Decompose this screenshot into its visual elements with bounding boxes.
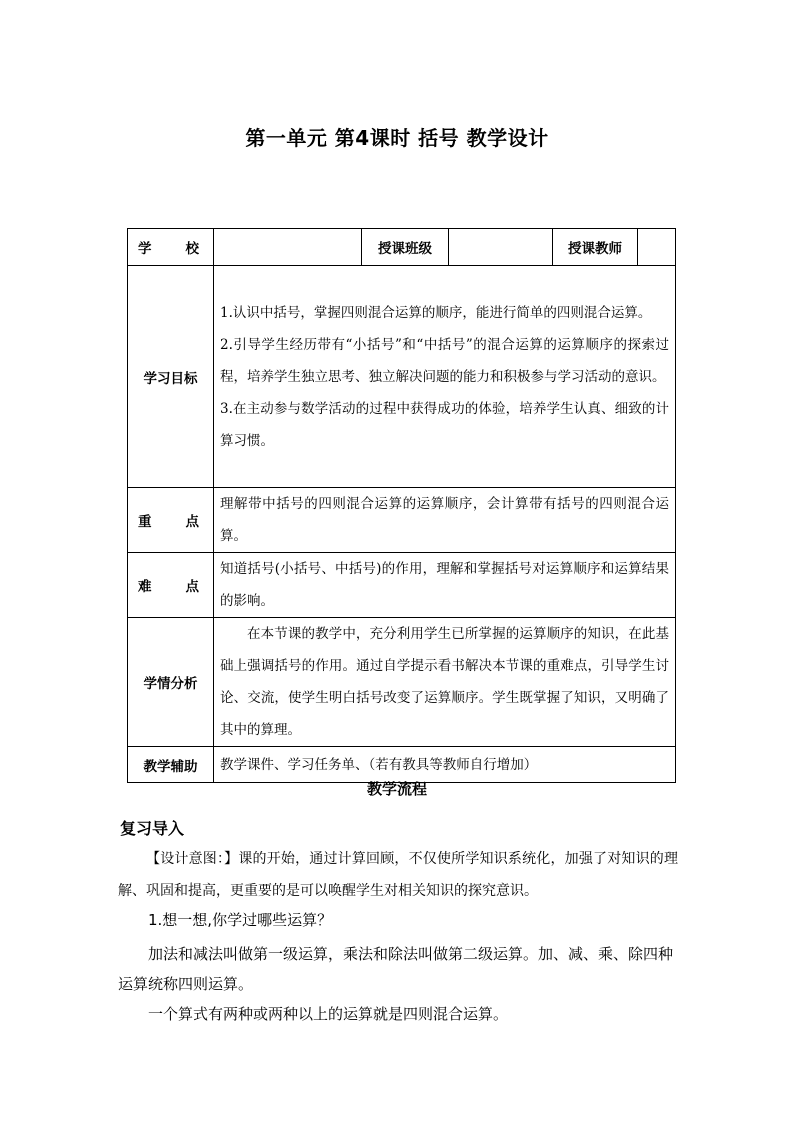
section-heading-review: 复习导入 — [120, 819, 185, 838]
key-points-row — [128, 488, 676, 553]
lesson-info-table — [127, 228, 676, 783]
analysis-content: 在本节课的教学中，充分利用学生已所掌握的运算顺序的知识，在此基础上强调括号的作用。通过自学提示看书解决本节课的重难点，引导学生讨论、交流，使学生明白括号改变了运算顺序。学生既掌握了知识，又明确了其中的算理。 — [214, 618, 676, 747]
key-points-content: 理解带中括号的四则混合运算的运算顺序，会计算带有括号的四则混合运算。 — [214, 488, 676, 553]
difficulties-row — [128, 553, 676, 618]
analysis-label: 学情分析 — [128, 618, 214, 747]
objectives-label: 学习目标 — [128, 266, 214, 488]
aids-content: 教学课件、学习任务单、（若有教具等教师自行增加） — [214, 747, 676, 783]
school-label: 学 校 — [128, 229, 214, 266]
objectives-content — [214, 266, 676, 488]
mixed-operations-paragraph: 一个算式有两种或两种以上的运算就是四则混合运算。 — [148, 1005, 509, 1023]
teaching-flow-title: 教学流程 — [366, 780, 427, 798]
school-row — [128, 229, 676, 266]
page-title: 第一单元 第4课时 括号 教学设计 — [245, 126, 549, 150]
key-points-label: 重 点 — [128, 488, 214, 553]
difficulties-content: 知道括号(小括号、中括号)的作用，理解和掌握括号对运算顺序和运算结果的影响。 — [214, 553, 676, 618]
class-label: 授课班级 — [362, 229, 449, 266]
difficulties-label: 难 点 — [128, 553, 214, 618]
question-1: 1.想一想,你学过哪些运算？ — [148, 911, 333, 929]
objective-item: 3.在主动参与数学活动的过程中获得成功的体验，培养学生认真、细致的计算习惯。 — [220, 400, 669, 449]
objective-item: 1.认识中括号，掌握四则混合运算的顺序，能进行简单的四则混合运算。 — [220, 304, 652, 321]
objective-item: 2.引导学生经历带有“小括号”和“中括号”的混合运算的运算顺序的探索过程，培养学生独立思考、独立解决问题的能力和积极参与学习活动的意识。 — [220, 336, 669, 385]
school-value — [214, 229, 362, 266]
teacher-label: 授课教师 — [553, 229, 638, 266]
operations-paragraph: 加法和减法叫做第一级运算，乘法和除法叫做第二级运算。加、减、乘、除四种运算统称四则运算。 — [118, 945, 674, 993]
analysis-row — [128, 618, 676, 747]
teacher-value — [638, 229, 676, 266]
class-value — [449, 229, 553, 266]
objectives-row — [128, 266, 676, 488]
design-intent-paragraph: 【设计意图：】课的开始，通过计算回顾，不仅使所学知识系统化，加强了对知识的理解、巩固和提高，更重要的是可以唤醒学生对相关知识的探究意识。 — [118, 851, 678, 899]
aids-label: 教学辅助 — [128, 747, 214, 783]
